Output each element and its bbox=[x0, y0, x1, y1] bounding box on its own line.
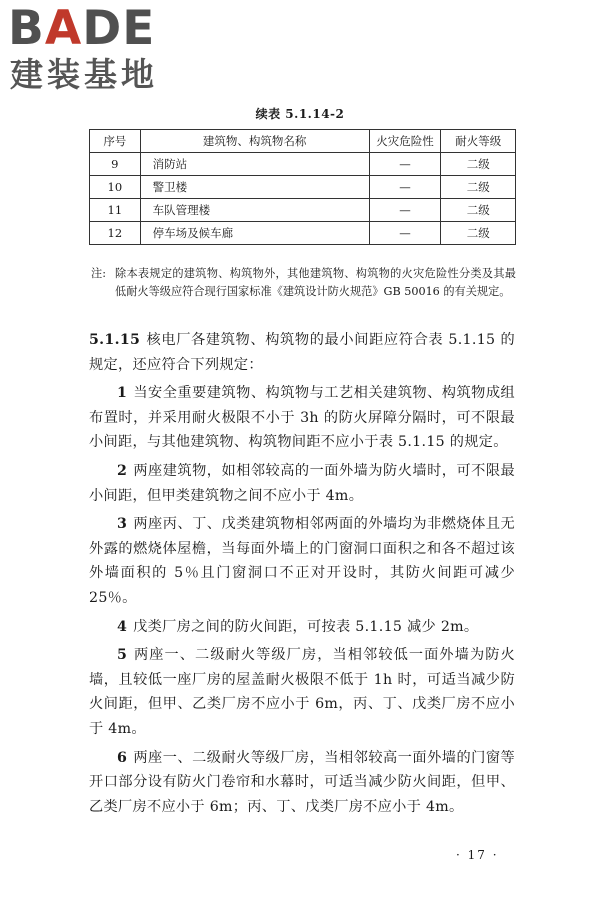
row-grade: 二级 bbox=[441, 199, 516, 222]
section-intro: 核电厂各建筑物、构筑物的最小间距应符合表 5.1.15 的规定，还应符合下列规定： bbox=[89, 332, 515, 373]
section-intro-paragraph bbox=[89, 328, 515, 377]
clause-number: 4 bbox=[117, 618, 128, 635]
clause-text: 两座一、二级耐火等级厂房，当相邻较低一面外墙为防火墙，且较低一座厂房的屋盖耐火极限不低于 1h 时，可适当减少防火间距，但甲、乙类厂房不应小于 6m，丙、丁、戊类厂房不应小于 4m。 bbox=[89, 647, 515, 737]
row-number: 9 bbox=[90, 153, 141, 176]
row-name: 停车场及候车廊 bbox=[140, 222, 369, 245]
note-label: 注: bbox=[91, 267, 106, 280]
brand-watermark bbox=[8, 1, 183, 96]
row-name: 车队管理楼 bbox=[140, 199, 369, 222]
table-caption: 续表 5.1.14-2 bbox=[255, 107, 345, 121]
table-row bbox=[90, 153, 516, 176]
note-text: 除本表规定的建筑物、构筑物外，其他建筑物、构筑物的火灾危险性分类及其最低耐火等级应符合现行国家标准《建筑设计防火规范》GB 50016 的有关规定。 bbox=[115, 267, 516, 298]
row-number: 10 bbox=[90, 176, 141, 199]
clause-paragraph bbox=[89, 381, 515, 455]
clause-number: 2 bbox=[117, 462, 128, 479]
row-number: 11 bbox=[90, 199, 141, 222]
row-risk: — bbox=[369, 199, 441, 222]
row-name: 消防站 bbox=[140, 153, 369, 176]
row-grade: 二级 bbox=[441, 222, 516, 245]
clause-text: 戊类厂房之间的防火间距，可按表 5.1.15 减少 2m。 bbox=[133, 618, 479, 635]
clause-number: 6 bbox=[117, 749, 128, 766]
watermark-logo-text: BADE bbox=[8, 1, 156, 56]
page-number: · 17 · bbox=[456, 848, 499, 862]
clause-number: 3 bbox=[117, 516, 128, 533]
clause-paragraph bbox=[89, 459, 515, 508]
table-row bbox=[90, 222, 516, 245]
row-risk: — bbox=[369, 222, 441, 245]
section-number: 5.1.15 bbox=[89, 332, 141, 348]
fire-rating-table bbox=[89, 129, 516, 245]
clause-paragraph bbox=[89, 615, 515, 640]
header-fire-risk: 火灾危险性 bbox=[369, 130, 441, 153]
clause-text: 两座丙、丁、戊类建筑物相邻两面的外墙均为非燃烧体且无外露的燃烧体屋檐，当每面外墙上的门窗洞口面积之和各不超过该外墙面积的 5％且门窗洞口不正对开设时，其防火间距可减少 25％。 bbox=[89, 516, 515, 606]
row-name: 警卫楼 bbox=[140, 176, 369, 199]
row-risk: — bbox=[369, 176, 441, 199]
clause-number: 1 bbox=[117, 385, 128, 402]
row-grade: 二级 bbox=[441, 176, 516, 199]
table-row bbox=[90, 176, 516, 199]
header-number: 序号 bbox=[90, 130, 141, 153]
watermark-subtitle: 建装基地 bbox=[10, 55, 158, 94]
clause-text: 当安全重要建筑物、构筑物与工艺相关建筑物、构筑物成组布置时，并采用耐火极限不小于 3h 的防火屏障分隔时，可不限最小间距，与其他建筑物、构筑物间距不应小于表 5.1.15 的规定。 bbox=[89, 385, 515, 451]
header-name: 建筑物、构筑物名称 bbox=[140, 130, 369, 153]
clause-text: 两座一、二级耐火等级厂房，当相邻较高一面外墙的门窗等开口部分设有防火门卷帘和水幕时，可适当减少防火间距，但甲、乙类厂房不应小于 6m；丙、丁、戊类厂房不应小于 4m。 bbox=[89, 749, 515, 815]
clause-text: 两座建筑物，如相邻较高的一面外墙为防火墙时，可不限最小间距，但甲类建筑物之间不应小于 4m。 bbox=[89, 462, 515, 504]
row-number: 12 bbox=[90, 222, 141, 245]
table-row bbox=[90, 199, 516, 222]
table-header-row bbox=[90, 130, 516, 153]
row-risk: — bbox=[369, 153, 441, 176]
row-grade: 二级 bbox=[441, 153, 516, 176]
clause-paragraph bbox=[89, 746, 515, 820]
header-fire-grade: 耐火等级 bbox=[441, 130, 516, 153]
table-note bbox=[91, 265, 516, 301]
clause-number: 5 bbox=[117, 647, 128, 664]
section-5-1-15 bbox=[89, 328, 515, 819]
clause-paragraph bbox=[89, 643, 515, 741]
clause-paragraph bbox=[89, 512, 515, 610]
